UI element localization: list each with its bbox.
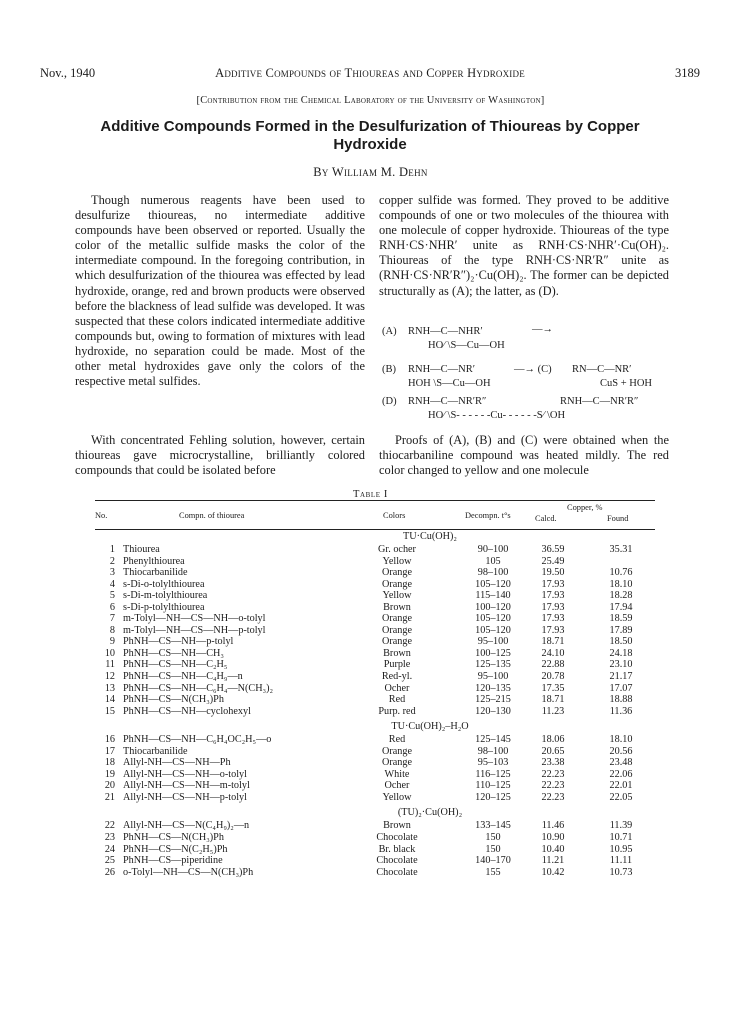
copper-calculated: 17.93 (541, 613, 565, 625)
decomposition-temp: 100–125 (475, 647, 511, 659)
thiourea-composition: PhNH—CS—N(C₂H₅)Ph (123, 843, 228, 855)
copper-found: 18.59 (609, 613, 633, 625)
copper-found: 23.48 (609, 757, 633, 769)
compound-color: Gr. ocher (378, 544, 416, 555)
thiourea-composition: s-Di-m-tolylthiourea (123, 590, 208, 602)
table-row (95, 844, 655, 856)
copper-calculated: 11.23 (541, 705, 565, 717)
formula-a-arrow: —→ (532, 324, 553, 335)
decomposition-temp: 105–120 (475, 578, 511, 590)
thiourea-composition: Thiocarbanilide (123, 745, 188, 757)
thiourea-composition: s-Di-o-tolylthiourea (123, 578, 205, 590)
paper-title-line-2: Hydroxide (333, 136, 407, 153)
thiourea-composition: Thiocarbanilide (123, 567, 188, 579)
row-number: 1 (109, 544, 115, 555)
decomposition-temp: 120–125 (475, 791, 511, 803)
header-found: Found (607, 514, 629, 523)
decomposition-temp: 133–145 (475, 820, 511, 832)
decomposition-temp: 125–135 (475, 659, 511, 671)
copper-found: 18.10 (609, 578, 633, 590)
table-row (95, 867, 655, 879)
copper-found: 17.94 (609, 601, 633, 613)
compound-color: Yellow (382, 791, 412, 803)
copper-found: 11.39 (609, 820, 633, 832)
formula-b-sub: HOH \S—Cu—OH (408, 378, 491, 389)
thiourea-composition: Allyl-NH—CS—N(C₄H₉)₂—n (123, 820, 250, 832)
copper-calculated: 18.06 (541, 734, 565, 746)
compound-color: Ocher (384, 682, 410, 694)
thiourea-composition: Allyl-NH—CS—NH—o-tolyl (123, 768, 247, 780)
thiourea-composition: PhNH—CS—NH—C₂H₅ (123, 659, 228, 671)
copper-calculated: 22.23 (541, 768, 565, 780)
compound-color: Chocolate (376, 832, 418, 844)
compound-color: Orange (382, 624, 412, 636)
table-row (95, 671, 655, 683)
thiourea-composition: Phenylthiourea (123, 555, 185, 567)
table-row (95, 625, 655, 637)
left-paragraph-1: Though numerous reagents have been used to desulfurize thioureas, no intermediate additive compounds have been observed or reported. Usually the color of the metallic sulfide masks the color of the intermediate compound. In the foregoing contribution, in which desulfurization of the thiourea was effected by lead hydroxide, orange, red and brown products were observed before the blackness of lead sulfide was developed. It was suspected that these colors indicated intermediate additive compounds but, owing to formation of mixtures with lead hydroxide, no separation could be made. Most of the other metal hydroxides gave only the colors of the respective metal sulfides. (75, 193, 365, 389)
compound-color: Chocolate (376, 866, 418, 878)
table-group-label: TU·Cu(OH)₂ (403, 531, 457, 542)
decomposition-temp: 150 (485, 843, 501, 855)
row-number: 26 (104, 866, 115, 878)
copper-calculated: 10.40 (541, 843, 565, 855)
compound-color: Red (388, 734, 406, 746)
row-number: 20 (104, 780, 115, 792)
compound-color: Chocolate (376, 855, 418, 867)
copper-found: 10.95 (609, 843, 633, 855)
formula-c-sub: CuS + HOH (600, 378, 653, 389)
right-column-bottom (379, 433, 669, 478)
row-number: 16 (104, 734, 115, 746)
decomposition-temp: 120–130 (475, 705, 511, 717)
row-number: 24 (104, 843, 115, 855)
thiourea-composition: Allyl-NH—CS—NH—m-tolyl (123, 780, 250, 792)
row-number: 15 (104, 705, 115, 717)
thiourea-composition: PhNH—CS—N(CH₃)Ph (123, 694, 224, 706)
right-column (379, 193, 669, 299)
formula-b-main: RNH—C—NR′ (408, 364, 476, 375)
copper-found: 17.89 (609, 624, 633, 636)
right-paragraph-2: Proofs of (A), (B) and (C) were obtained when the thiocarbaniline compound was heated mildly. The red color changed to yellow and one molecule (379, 433, 669, 478)
copper-calculated: 25.49 (541, 555, 565, 567)
copper-calculated: 11.46 (541, 820, 565, 832)
data-table (95, 500, 655, 878)
thiourea-composition: o-Tolyl—NH—CS—N(CH₃)Ph (123, 866, 254, 878)
byline: By William M. Dehn (313, 165, 428, 179)
formula-c-main: RN—C—NR′ (572, 364, 632, 375)
copper-calculated: 20.65 (541, 745, 565, 757)
header-compn: Compn. of thiourea (179, 511, 245, 520)
decomposition-temp: 105–120 (475, 613, 511, 625)
compound-color: White (384, 768, 410, 780)
compound-color: Orange (382, 757, 412, 769)
formula-d-main-2: RNH—C—NR′R″ (560, 396, 639, 407)
compound-color: Yellow (382, 555, 412, 567)
thiourea-composition: PhNH—CS—NH—cyclohexyl (123, 705, 251, 717)
copper-calculated: 19.50 (541, 567, 565, 579)
copper-found: 22.01 (609, 780, 633, 792)
row-number: 8 (109, 624, 115, 636)
table-row (95, 694, 655, 706)
decomposition-temp: 116–125 (475, 768, 511, 780)
left-paragraph-2: With concentrated Fehling solution, however, certain thioureas gave microcrystalline, brilliantly colored compounds that could be isolated before (75, 433, 365, 478)
decomposition-temp: 90–100 (477, 544, 509, 555)
decomposition-temp: 98–100 (477, 567, 509, 579)
compound-color: Brown (383, 601, 411, 613)
left-column (75, 193, 365, 389)
row-number: 21 (104, 791, 115, 803)
decomposition-temp: 105–120 (475, 624, 511, 636)
decomposition-temp: 110–125 (475, 780, 511, 792)
copper-calculated: 22.23 (541, 791, 565, 803)
issue-date: Nov., 1940 (40, 66, 96, 80)
row-number: 25 (104, 855, 115, 867)
copper-found: 23.10 (609, 659, 633, 671)
table-row (95, 832, 655, 844)
table-row (95, 746, 655, 758)
table-header (95, 500, 655, 530)
table-row (95, 706, 655, 718)
row-number: 9 (109, 636, 115, 648)
formula-a-label: (A) (382, 326, 397, 337)
table-row (95, 757, 655, 769)
thiourea-composition: s-Di-p-tolylthiourea (123, 601, 205, 613)
row-number: 12 (104, 671, 115, 683)
table-row (95, 769, 655, 781)
copper-found: 18.88 (609, 694, 633, 706)
copper-calculated: 22.23 (541, 780, 565, 792)
table-row (95, 544, 655, 556)
table-row (95, 659, 655, 671)
decomposition-temp: 100–120 (475, 601, 511, 613)
decomposition-temp: 150 (485, 832, 501, 844)
table-row (95, 734, 655, 746)
table-row (95, 683, 655, 695)
row-number: 14 (104, 694, 115, 706)
decomposition-temp: 95–100 (477, 636, 509, 648)
running-title: Additive Compounds of Thioureas and Copper Hydroxide (215, 66, 525, 80)
copper-found: 18.28 (609, 590, 633, 602)
paper-title (70, 118, 670, 154)
copper-found: 22.05 (609, 791, 633, 803)
decomposition-temp: 125–215 (475, 694, 511, 706)
copper-calculated: 17.93 (541, 578, 565, 590)
formula-a-sub: HO⁄ \S—Cu—OH (428, 340, 505, 351)
thiourea-composition: Thiourea (123, 544, 160, 555)
copper-found: 10.73 (609, 866, 633, 878)
row-number: 2 (109, 555, 115, 567)
contribution-note: [Contribution from the Chemical Laboratory of the University of Washington] (196, 95, 545, 106)
header-colors: Colors (383, 511, 406, 520)
table-body (95, 530, 655, 878)
thiourea-composition: Allyl-NH—CS—NH—Ph (123, 757, 231, 769)
left-column-bottom (75, 433, 365, 478)
copper-calculated: 22.88 (541, 659, 565, 671)
formula-d-sub: HO⁄ \S- - - - - -Cu- - - - - -S⁄ \OH (428, 410, 566, 421)
thiourea-composition: PhNH—CS—NH—CH₃ (123, 647, 224, 659)
compound-color: Purple (383, 659, 411, 671)
thiourea-composition: PhNH—CS—NH—C₆H₄OC₂H₅—o (123, 734, 272, 746)
thiourea-composition: Allyl-NH—CS—NH—p-tolyl (123, 791, 247, 803)
decomposition-temp: 95–100 (477, 671, 509, 683)
decomposition-temp: 105 (485, 555, 501, 567)
row-number: 22 (104, 820, 115, 832)
compound-color: Purp. red (378, 705, 416, 717)
decomposition-temp: 98–100 (477, 745, 509, 757)
copper-calculated: 36.59 (541, 544, 565, 555)
thiourea-composition: m-Tolyl—NH—CS—NH—o-tolyl (123, 613, 266, 625)
table-row (95, 792, 655, 804)
copper-calculated: 20.78 (541, 671, 565, 683)
copper-found: 10.76 (609, 567, 633, 579)
table-row (95, 579, 655, 591)
compound-color: Orange (382, 567, 412, 579)
table-row (95, 820, 655, 832)
copper-calculated: 17.93 (541, 624, 565, 636)
compound-color: Orange (382, 613, 412, 625)
right-paragraph-1: copper sulfide was formed. They proved to be additive compounds of one or two molecules of the thiourea with one molecule of copper hydroxide. Thioureas of the type RNH·CS·NHR′ unite as RNH·CS·NHR′·Cu(OH)₂. Thioureas of the type RNH·CS·NR′R″ unite as (RNH·CS·NR′R″)₂·Cu(OH)₂. The former can be depicted structurally as (A); the latter, as (D). (379, 193, 669, 298)
compound-color: Brown (383, 647, 411, 659)
row-number: 17 (104, 745, 115, 757)
compound-color: Ocher (384, 780, 410, 792)
table-row (95, 648, 655, 660)
row-number: 7 (109, 613, 115, 625)
copper-calculated: 23.38 (541, 757, 565, 769)
compound-color: Red-yl. (381, 671, 413, 683)
header-decompn: Decompn. t°s (465, 511, 511, 520)
copper-found: 18.10 (609, 734, 633, 746)
row-number: 13 (104, 682, 115, 694)
copper-found: 21.17 (609, 671, 633, 683)
copper-calculated: 17.35 (541, 682, 565, 694)
decomposition-temp: 95–103 (477, 757, 509, 769)
compound-color: Orange (382, 745, 412, 757)
copper-calculated: 18.71 (541, 694, 565, 706)
copper-calculated: 11.21 (541, 855, 565, 867)
decomposition-temp: 140–170 (475, 855, 511, 867)
table-row (95, 780, 655, 792)
copper-calculated: 17.93 (541, 601, 565, 613)
header-no: No. (95, 511, 108, 520)
formula-a-main: RNH—C—NHR′ (408, 326, 483, 337)
table-group-label: TU·Cu(OH)₂–H₂O (391, 721, 469, 733)
decomposition-temp: 115–140 (475, 590, 511, 602)
compound-color: Yellow (382, 590, 412, 602)
table-row (95, 556, 655, 568)
copper-calculated: 18.71 (541, 636, 565, 648)
compound-color: Red (388, 694, 406, 706)
header-calcd: Calcd. (535, 514, 557, 523)
table-row (95, 590, 655, 602)
table-row (95, 567, 655, 579)
thiourea-composition: m-Tolyl—NH—CS—NH—p-tolyl (123, 624, 266, 636)
thiourea-composition: PhNH—CS—piperidine (123, 855, 223, 867)
row-number: 5 (109, 590, 115, 602)
thiourea-composition: PhNH—CS—NH—C₄H₉—n (123, 671, 243, 683)
thiourea-composition: PhNH—CS—NH—C₆H₄—N(CH₃)₂ (123, 682, 274, 694)
decomposition-temp: 125–145 (475, 734, 511, 746)
copper-found: 17.07 (609, 682, 633, 694)
thiourea-composition: PhNH—CS—NH—p-tolyl (123, 636, 234, 648)
copper-calculated: 10.90 (541, 832, 565, 844)
table-caption: Table I (352, 489, 388, 500)
compound-color: Orange (382, 578, 412, 590)
compound-color: Orange (382, 636, 412, 648)
copper-found: 22.06 (609, 768, 633, 780)
row-number: 23 (104, 832, 115, 844)
compound-color: Brown (383, 820, 411, 832)
decomposition-temp: 155 (485, 866, 501, 878)
compound-color: Br. black (378, 843, 416, 855)
formula-b-arrow: —→ (C) (514, 364, 552, 375)
thiourea-composition: PhNH—CS—N(CH₃)Ph (123, 832, 224, 844)
table-row (95, 613, 655, 625)
row-number: 3 (109, 567, 115, 579)
row-number: 18 (104, 757, 115, 769)
decomposition-temp: 120–135 (475, 682, 511, 694)
copper-calculated: 17.93 (541, 590, 565, 602)
copper-found: 24.18 (609, 647, 633, 659)
table-row (95, 602, 655, 614)
copper-calculated: 24.10 (541, 647, 565, 659)
header-copper: Copper, % (567, 503, 603, 512)
row-number: 4 (109, 578, 115, 590)
row-number: 6 (109, 601, 115, 613)
copper-found: 35.31 (609, 544, 633, 555)
formula-d-label: (D) (382, 396, 397, 407)
row-number: 10 (104, 647, 115, 659)
page-number: 3189 (675, 66, 700, 80)
formula-d-main: RNH—C—NR′R″ (408, 396, 487, 407)
copper-found: 10.71 (609, 832, 633, 844)
copper-calculated: 10.42 (541, 866, 565, 878)
copper-found: 20.56 (609, 745, 633, 757)
copper-found: 11.36 (609, 705, 633, 717)
row-number: 19 (104, 768, 115, 780)
formula-b-label: (B) (382, 364, 396, 375)
table-group-label: (TU)₂·Cu(OH)₂ (397, 807, 463, 819)
copper-found: 11.11 (609, 855, 633, 867)
copper-found: 18.50 (609, 636, 633, 648)
table-row (95, 855, 655, 867)
paper-title-line-1: Additive Compounds Formed in the Desulfurization of Thioureas by Copper (100, 118, 640, 135)
row-number: 11 (105, 659, 115, 671)
table-row (95, 636, 655, 648)
